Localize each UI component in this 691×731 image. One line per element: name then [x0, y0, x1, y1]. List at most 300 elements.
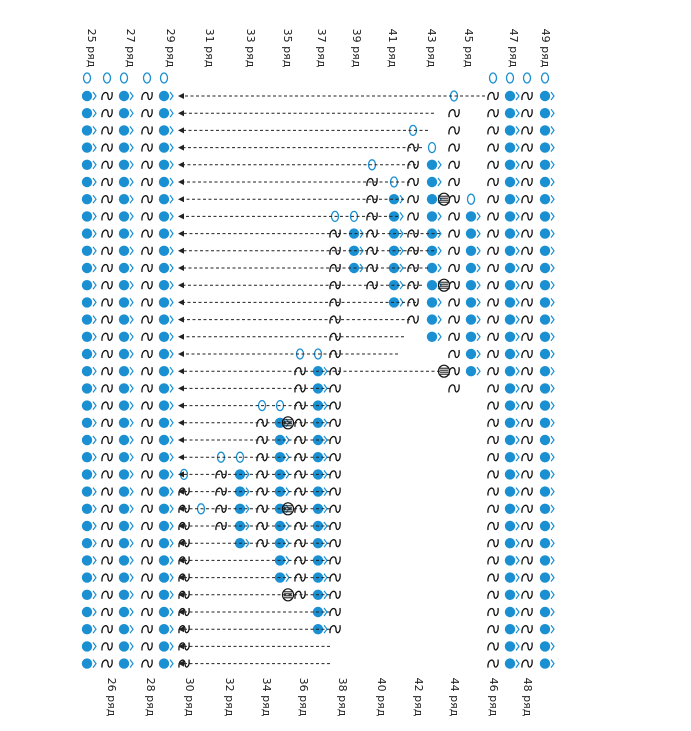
purl-loop	[102, 333, 112, 341]
knit-dot-tick	[130, 505, 133, 513]
purl-loop	[330, 574, 340, 582]
knit-dot	[466, 349, 476, 359]
purl-loop	[102, 264, 112, 272]
purl-loop	[488, 109, 498, 117]
knit-dot	[119, 400, 129, 410]
knit-dot-tick	[130, 298, 133, 306]
knit-dot-tick	[170, 660, 173, 668]
knit-dot	[159, 641, 169, 651]
knit-dot	[540, 177, 550, 187]
knit-dot-tick	[130, 574, 133, 582]
knit-dot-tick	[551, 298, 554, 306]
knit-dot	[505, 297, 515, 307]
yarn-over	[429, 143, 436, 153]
knit-dot	[119, 263, 129, 273]
knit-dot-tick	[93, 642, 96, 650]
purl-loop	[522, 453, 532, 461]
purl-loop	[142, 419, 152, 427]
knit-dot-tick	[551, 574, 554, 582]
knit-dot-tick	[551, 195, 554, 203]
purl-loop	[102, 556, 112, 564]
knit-dot	[159, 314, 169, 324]
knit-dot	[159, 469, 169, 479]
bobble-group	[439, 365, 450, 377]
purl-loop	[522, 264, 532, 272]
purl-loop	[449, 195, 459, 203]
bobble	[439, 279, 450, 291]
purl-loop	[449, 161, 459, 169]
knit-dot-tick	[516, 522, 519, 530]
knit-dot-tick	[93, 660, 96, 668]
knit-dot-tick	[93, 625, 96, 633]
knit-dot-tick	[93, 350, 96, 358]
purl-loop	[488, 230, 498, 238]
knit-dot	[119, 246, 129, 256]
bobble	[439, 365, 450, 377]
knit-dot-tick	[516, 539, 519, 547]
knit-dot	[540, 486, 550, 496]
knit-dot	[427, 280, 437, 290]
knit-dot-tick	[170, 522, 173, 530]
purl-loop	[102, 625, 112, 633]
knit-dot-tick	[516, 642, 519, 650]
purl-loop	[449, 384, 459, 392]
knit-dot	[540, 297, 550, 307]
top-row-labels	[85, 29, 552, 68]
knit-dot-tick	[516, 488, 519, 496]
knit-dot	[505, 521, 515, 531]
knit-dot-tick	[438, 264, 441, 272]
knit-dot-tick	[170, 212, 173, 220]
bottom-row-label: 30 ряд	[183, 677, 196, 717]
short-row-arrowhead	[178, 282, 184, 288]
knit-dot	[505, 504, 515, 514]
bobble-group	[439, 279, 450, 291]
purl-loop	[522, 195, 532, 203]
stitch-column	[142, 73, 152, 668]
knit-dot	[119, 366, 129, 376]
knit-dot-tick	[551, 109, 554, 117]
knit-dot-tick	[93, 470, 96, 478]
knit-dot-tick	[130, 591, 133, 599]
knit-dot-tick	[130, 625, 133, 633]
knit-dot	[505, 418, 515, 428]
purl-loop	[522, 281, 532, 289]
stitch-column	[102, 73, 112, 668]
purl-loop	[488, 92, 498, 100]
yarn-over	[121, 73, 128, 83]
knit-dot-tick	[516, 505, 519, 513]
purl-loop	[488, 470, 498, 478]
knit-dot-tick	[516, 247, 519, 255]
short-row-arrowhead	[178, 110, 184, 116]
purl-loop	[102, 126, 112, 134]
knit-dot-tick	[130, 436, 133, 444]
purl-loop	[522, 178, 532, 186]
bottom-row-label: 46 ряд	[487, 677, 500, 717]
purl-loop	[142, 212, 152, 220]
purl-loop	[522, 419, 532, 427]
knit-dot	[82, 142, 92, 152]
knit-dot	[505, 486, 515, 496]
knit-dot-tick	[477, 333, 480, 341]
knit-dot	[119, 125, 129, 135]
knit-dot	[427, 314, 437, 324]
purl-loop	[449, 144, 459, 152]
knit-dot-tick	[170, 350, 173, 358]
knit-dot	[82, 572, 92, 582]
purl-loop	[142, 367, 152, 375]
stitch-column	[82, 73, 96, 669]
knit-dot-tick	[551, 453, 554, 461]
purl-loop	[142, 161, 152, 169]
knit-dot-tick	[93, 247, 96, 255]
knit-dot-tick	[438, 247, 441, 255]
bottom-row-label: 40 ряд	[375, 677, 388, 717]
knit-dot	[540, 504, 550, 514]
purl-loop	[522, 161, 532, 169]
knit-dot-tick	[516, 367, 519, 375]
knit-dot	[505, 383, 515, 393]
purl-loop	[488, 522, 498, 530]
purl-loop	[488, 539, 498, 547]
yarn-over	[144, 73, 151, 83]
knit-dot-tick	[551, 660, 554, 668]
knit-dot	[82, 538, 92, 548]
knit-dot-tick	[170, 230, 173, 238]
knit-dot-tick	[516, 281, 519, 289]
purl-loop	[142, 470, 152, 478]
knit-dot-tick	[551, 247, 554, 255]
purl-loop	[102, 212, 112, 220]
knit-dot-tick	[130, 522, 133, 530]
knit-dot-tick	[551, 350, 554, 358]
short-row-arrowhead	[178, 403, 184, 409]
knit-dot	[540, 641, 550, 651]
knit-dot-tick	[551, 539, 554, 547]
purl-loop	[449, 178, 459, 186]
knit-dot	[82, 400, 92, 410]
knit-dot	[159, 91, 169, 101]
knit-dot-tick	[130, 144, 133, 152]
purl-loop	[522, 470, 532, 478]
stitch-column	[235, 452, 249, 548]
knit-dot	[82, 418, 92, 428]
knit-dot-tick	[438, 298, 441, 306]
knit-dot-tick	[170, 419, 173, 427]
knit-dot	[540, 555, 550, 565]
knit-dot-tick	[170, 384, 173, 392]
knit-dot	[159, 297, 169, 307]
purl-loop	[488, 436, 498, 444]
knit-dot-tick	[551, 92, 554, 100]
knit-dot	[427, 211, 437, 221]
purl-loop	[522, 384, 532, 392]
knit-dot	[505, 469, 515, 479]
knit-dot	[540, 658, 550, 668]
knit-dot-tick	[130, 556, 133, 564]
purl-loop	[142, 298, 152, 306]
knit-dot	[119, 572, 129, 582]
short-row-arrowhead	[178, 213, 184, 219]
knit-dot	[82, 486, 92, 496]
purl-loop	[522, 333, 532, 341]
knit-dot	[82, 349, 92, 359]
short-row-arrowhead	[178, 248, 184, 254]
knit-dot-tick	[93, 212, 96, 220]
knit-dot-tick	[93, 281, 96, 289]
bottom-row-label: 38 ряд	[336, 677, 349, 717]
knit-dot-tick	[130, 642, 133, 650]
knit-dot	[82, 469, 92, 479]
short-row-arrowhead	[178, 179, 184, 185]
purl-loop	[522, 522, 532, 530]
purl-loop	[142, 247, 152, 255]
purl-loop	[488, 488, 498, 496]
purl-loop	[142, 126, 152, 134]
bottom-row-label: 48 ряд	[521, 677, 534, 717]
knit-dot	[505, 246, 515, 256]
purl-loop	[488, 384, 498, 392]
stitch-column	[505, 73, 519, 669]
purl-loop	[449, 298, 459, 306]
knit-dot-tick	[93, 144, 96, 152]
knit-dot-tick	[130, 230, 133, 238]
knit-dot	[159, 142, 169, 152]
knit-dot-tick	[516, 109, 519, 117]
knit-dot	[82, 435, 92, 445]
bottom-row-label: 28 ряд	[144, 677, 157, 717]
purl-loop	[522, 402, 532, 410]
knit-dot	[540, 572, 550, 582]
knit-dot	[505, 452, 515, 462]
stitch-column	[330, 211, 340, 633]
yarn-over	[468, 194, 475, 204]
knit-dot-tick	[130, 195, 133, 203]
knit-dot	[505, 607, 515, 617]
purl-loop	[142, 264, 152, 272]
yarn-over	[490, 73, 497, 83]
knit-dot-tick	[170, 505, 173, 513]
knit-dot	[119, 435, 129, 445]
knit-dot	[159, 383, 169, 393]
knit-dot	[82, 555, 92, 565]
top-row-label: 25 ряд	[85, 28, 98, 68]
knit-dot-tick	[170, 195, 173, 203]
purl-loop	[522, 212, 532, 220]
knit-dot-tick	[400, 212, 403, 220]
knit-dot-tick	[93, 574, 96, 582]
knit-dot	[159, 263, 169, 273]
knit-dot	[505, 572, 515, 582]
top-row-label: 37 ряд	[315, 28, 328, 68]
knit-dot	[82, 504, 92, 514]
knit-dot-tick	[93, 161, 96, 169]
knit-dot	[540, 349, 550, 359]
knit-dot-tick	[551, 178, 554, 186]
knit-dot-tick	[516, 264, 519, 272]
short-row-arrowhead	[178, 299, 184, 305]
purl-loop	[142, 574, 152, 582]
purl-loop	[488, 453, 498, 461]
bottom-row-label: 44 ряд	[448, 677, 461, 717]
knit-dot	[82, 246, 92, 256]
stitch-column	[313, 349, 327, 634]
bottom-row-label: 26 ряд	[105, 677, 118, 717]
knit-dot-tick	[551, 333, 554, 341]
purl-loop	[102, 144, 112, 152]
knit-dot-tick	[551, 522, 554, 530]
knit-dot	[119, 538, 129, 548]
knit-dot-tick	[170, 92, 173, 100]
knit-dot	[159, 452, 169, 462]
purl-loop	[449, 316, 459, 324]
knit-dot	[82, 658, 92, 668]
knit-dot-tick	[551, 212, 554, 220]
purl-loop	[488, 419, 498, 427]
stitch-column	[349, 211, 363, 273]
purl-loop	[142, 316, 152, 324]
knit-dot	[159, 177, 169, 187]
knit-dot	[159, 555, 169, 565]
purl-loop	[330, 470, 340, 478]
stitch-column	[488, 73, 498, 668]
knit-dot-tick	[551, 384, 554, 392]
purl-loop	[102, 660, 112, 668]
knit-dot-tick	[170, 161, 173, 169]
knit-dot-tick	[93, 591, 96, 599]
purl-loop	[142, 642, 152, 650]
knit-dot	[540, 263, 550, 273]
knit-dot	[82, 228, 92, 238]
purl-loop	[488, 144, 498, 152]
knit-dot-tick	[516, 195, 519, 203]
knit-dot	[540, 160, 550, 170]
purl-loop	[102, 316, 112, 324]
knit-dot	[540, 108, 550, 118]
knit-dot	[466, 297, 476, 307]
purl-loop	[488, 350, 498, 358]
knit-dot-tick	[130, 384, 133, 392]
purl-loop	[522, 247, 532, 255]
top-row-label: 43 ряд	[425, 28, 438, 68]
purl-loop	[142, 505, 152, 513]
knit-dot	[82, 641, 92, 651]
purl-loop	[449, 212, 459, 220]
purl-loop	[102, 384, 112, 392]
purl-loop	[142, 488, 152, 496]
yarn-over	[524, 73, 531, 83]
knit-dot-tick	[130, 608, 133, 616]
short-row-arrowhead	[178, 196, 184, 202]
purl-loop	[102, 453, 112, 461]
knit-dot-tick	[130, 264, 133, 272]
knit-dot-tick	[170, 436, 173, 444]
knit-dot-tick	[516, 92, 519, 100]
knit-dot	[82, 160, 92, 170]
knit-dot	[540, 332, 550, 342]
knit-dot-tick	[516, 556, 519, 564]
top-row-label: 31 ряд	[203, 28, 216, 68]
knit-dot-tick	[170, 470, 173, 478]
knit-dot-tick	[170, 281, 173, 289]
bobble	[439, 193, 450, 205]
purl-loop	[330, 608, 340, 616]
knit-dot	[505, 658, 515, 668]
purl-loop	[522, 92, 532, 100]
knit-dot	[159, 538, 169, 548]
short-row-arrowhead	[178, 437, 184, 443]
knit-dot-tick	[93, 556, 96, 564]
purl-loop	[142, 195, 152, 203]
top-row-label: 45 ряд	[462, 28, 475, 68]
knit-dot-tick	[93, 453, 96, 461]
knit-dot	[540, 194, 550, 204]
purl-loop	[142, 350, 152, 358]
short-row-arrowhead	[178, 265, 184, 271]
knit-dot	[82, 125, 92, 135]
purl-loop	[102, 402, 112, 410]
purl-loop	[142, 522, 152, 530]
purl-loop	[449, 367, 459, 375]
knit-dot	[540, 400, 550, 410]
top-row-label: 35 ряд	[281, 28, 294, 68]
purl-loop	[142, 230, 152, 238]
knit-dot	[540, 469, 550, 479]
bottom-row-labels	[105, 678, 534, 717]
purl-loop	[522, 608, 532, 616]
knit-dot-tick	[477, 281, 480, 289]
knit-dot	[466, 314, 476, 324]
knit-dot	[505, 366, 515, 376]
top-row-label: 49 ряд	[539, 28, 552, 68]
purl-loop	[522, 436, 532, 444]
knit-dot-tick	[93, 298, 96, 306]
purl-loop	[522, 591, 532, 599]
knit-dot-tick	[170, 178, 173, 186]
knit-dot	[427, 160, 437, 170]
knit-dot	[540, 383, 550, 393]
knit-dot-tick	[170, 488, 173, 496]
stitch-column	[389, 177, 403, 308]
knit-dot	[159, 366, 169, 376]
knit-dot	[119, 641, 129, 651]
purl-loop	[330, 522, 340, 530]
knit-dot	[540, 366, 550, 376]
knit-dot	[505, 314, 515, 324]
purl-loop	[330, 384, 340, 392]
knit-dot-tick	[130, 92, 133, 100]
purl-loop	[330, 556, 340, 564]
knit-dot-tick	[551, 316, 554, 324]
knit-dot	[119, 658, 129, 668]
purl-loop	[522, 660, 532, 668]
knit-dot	[505, 555, 515, 565]
knit-dot-tick	[516, 402, 519, 410]
knit-dot	[540, 590, 550, 600]
purl-loop	[102, 195, 112, 203]
knit-dot-tick	[130, 316, 133, 324]
knit-dot-tick	[130, 247, 133, 255]
knit-dot	[159, 160, 169, 170]
purl-loop	[330, 539, 340, 547]
knit-dot	[505, 263, 515, 273]
knit-dot-tick	[516, 212, 519, 220]
knit-dot-tick	[477, 212, 480, 220]
knit-dot	[427, 297, 437, 307]
knit-dot	[540, 125, 550, 135]
knit-dot-tick	[516, 419, 519, 427]
